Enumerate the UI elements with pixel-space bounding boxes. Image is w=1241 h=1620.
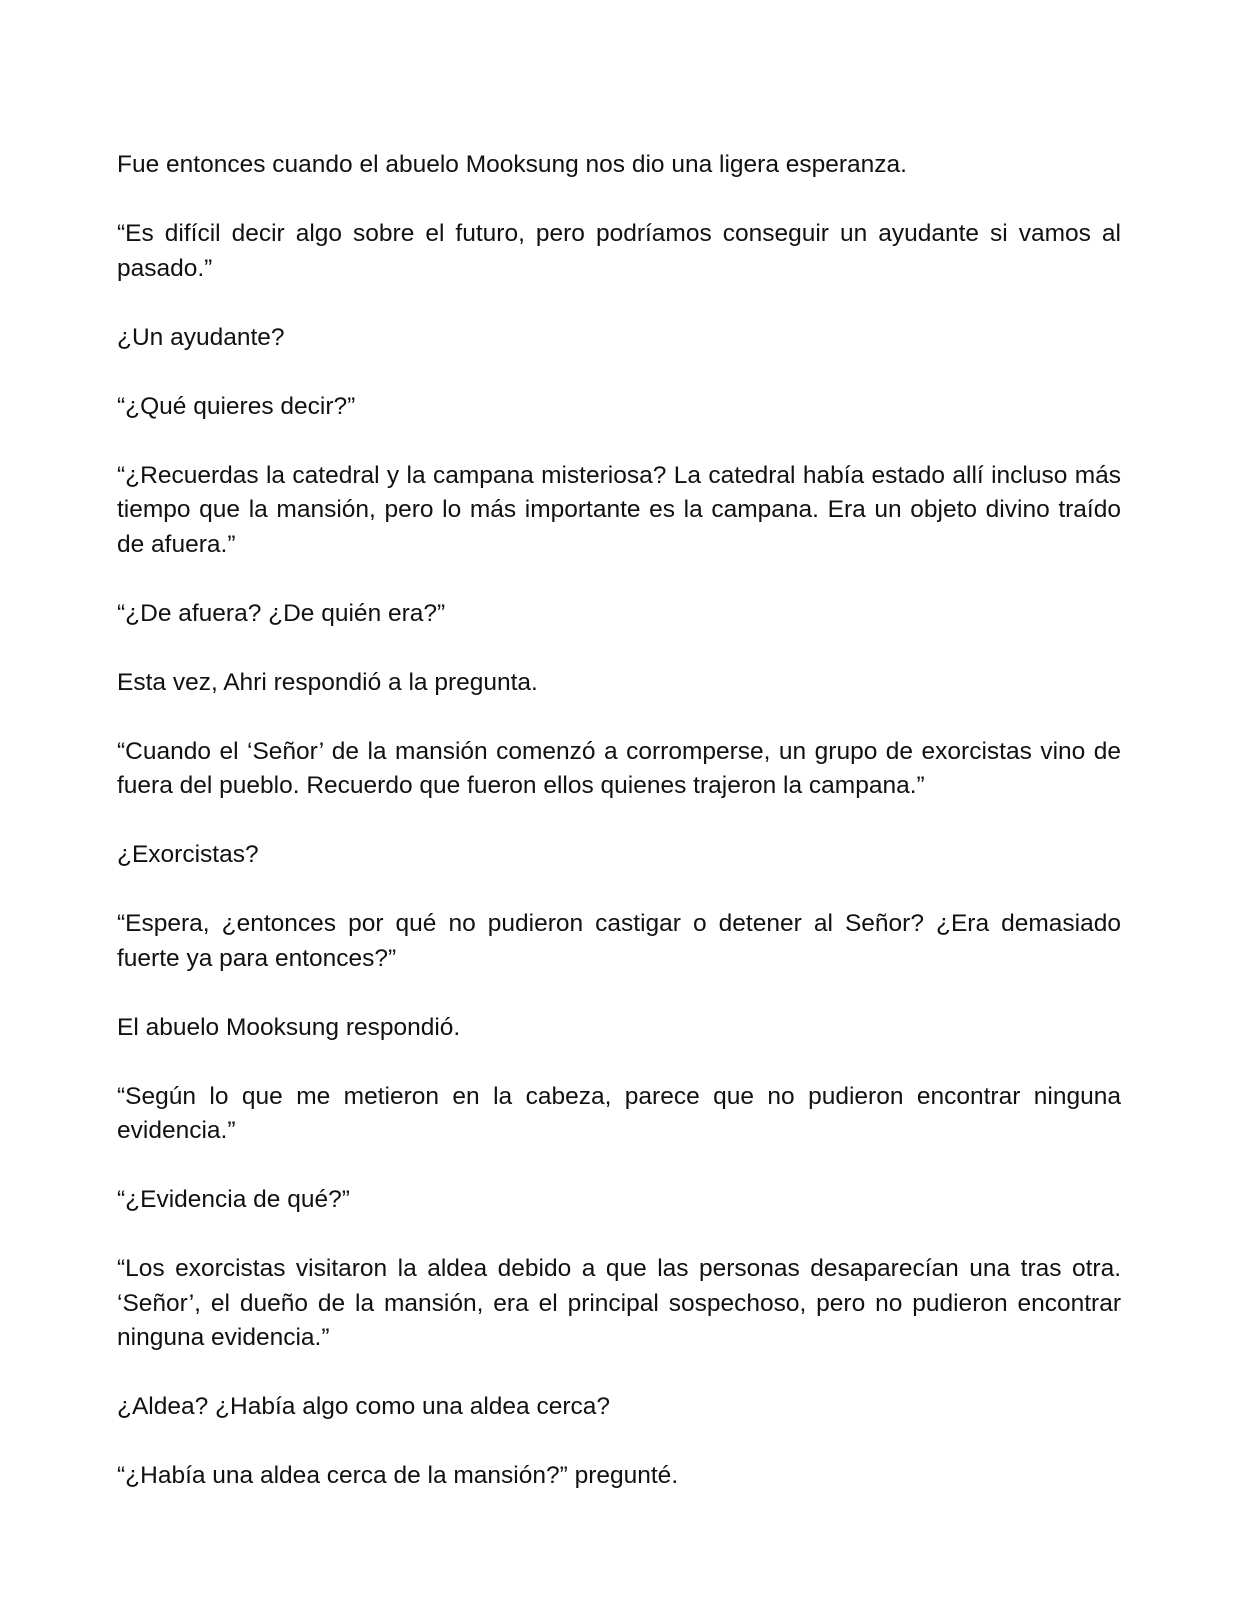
paragraph: “Es difícil decir algo sobre el futuro, pero podríamos conseguir un ayudante si vamos al pasado.” (117, 220, 1121, 282)
paragraph: “¿Qué quieres decir?” (117, 392, 356, 420)
paragraph: “¿Recuerdas la catedral y la campana misteriosa? La catedral había estado allí incluso más tiempo que la mansión, pero lo más importante es la campana. Era un objeto divino traído de afuera.” (117, 461, 1121, 558)
document-body (117, 148, 1121, 1494)
paragraph: “¿Había una aldea cerca de la mansión?” pregunté. (117, 1462, 679, 1489)
paragraph: ¿Aldea? ¿Había algo como una aldea cerca? (117, 1393, 611, 1420)
paragraph: ¿Exorcistas? (117, 841, 259, 868)
paragraph: “¿Evidencia de qué?” (117, 1186, 350, 1213)
paragraph: “Los exorcistas visitaron la aldea debido a que las personas desaparecían una tras otra. ‘Señor’, el dueño de la mansión, era el principal sospechoso, pero no pudieron encontrar ninguna evidencia.” (117, 1255, 1121, 1351)
paragraph: El abuelo Mooksung respondió. (117, 1013, 461, 1041)
paragraph: “Cuando el ‘Señor’ de la mansión comenzó a corromperse, un grupo de exorcistas vino de fuera del pueblo. Recuerdo que fueron ellos quienes trajeron la campana.” (117, 737, 1121, 799)
paragraph: “¿De afuera? ¿De quién era?” (117, 599, 446, 627)
paragraph: ¿Un ayudante? (117, 323, 285, 351)
paragraph: “Espera, ¿entonces por qué no pudieron castigar o detener al Señor? ¿Era demasiado fuerte ya para entonces?” (117, 910, 1121, 972)
paragraph: “Según lo que me metieron en la cabeza, parece que no pudieron encontrar ninguna evidencia.” (117, 1082, 1121, 1144)
paragraph: Fue entonces cuando el abuelo Mooksung nos dio una ligera esperanza. (117, 151, 907, 178)
paragraph: Esta vez, Ahri respondió a la pregunta. (117, 668, 538, 696)
